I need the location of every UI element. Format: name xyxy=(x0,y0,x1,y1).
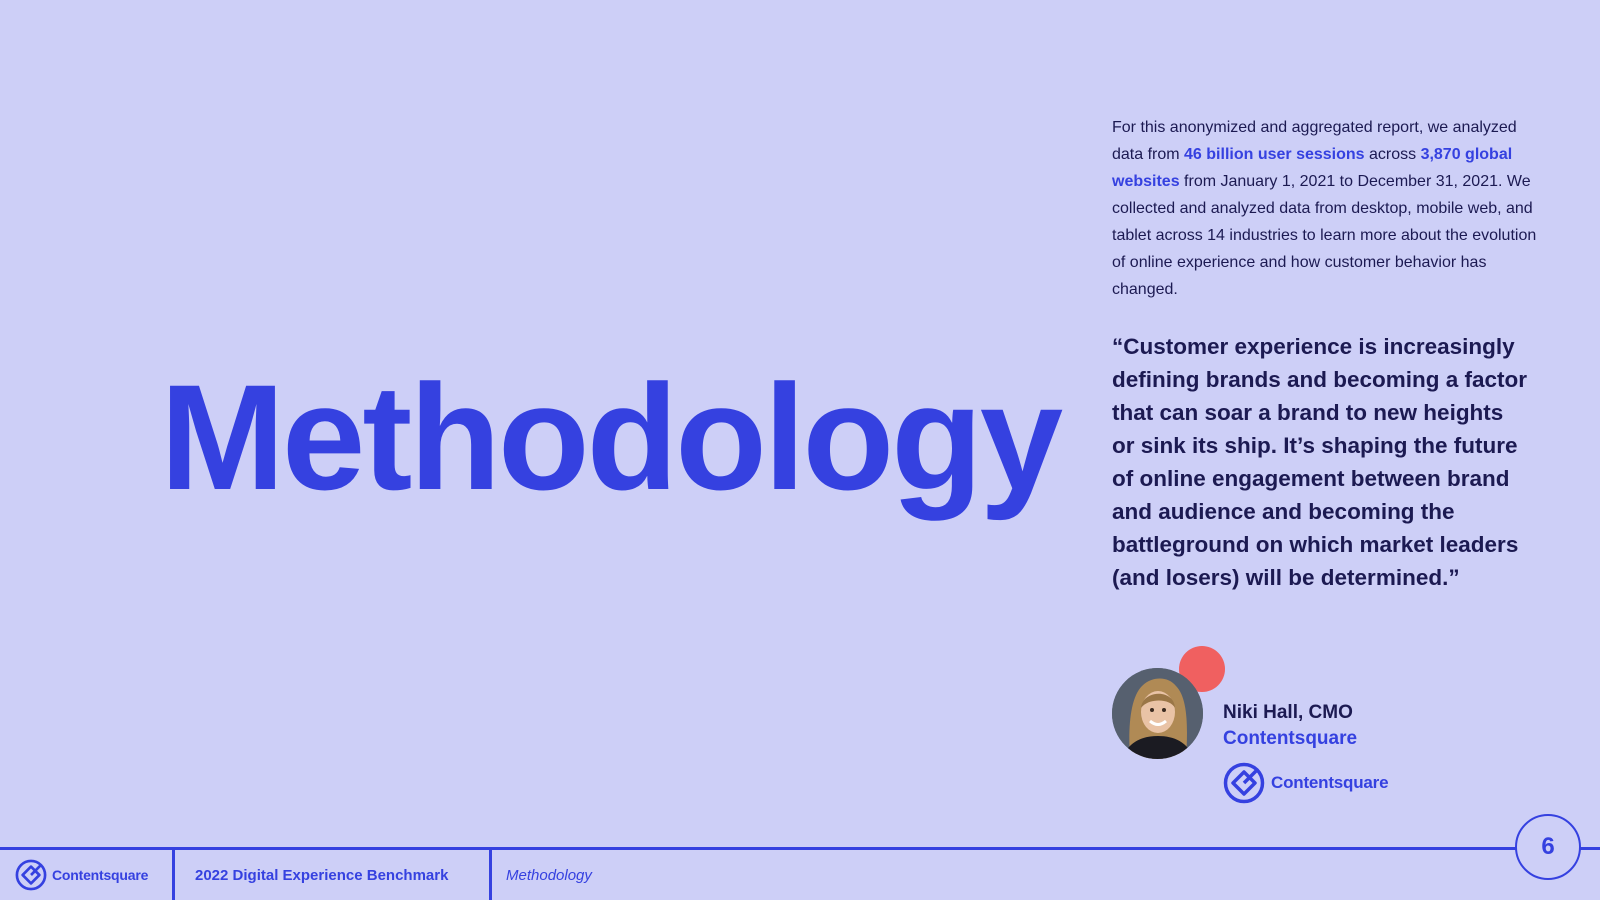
testimonial-quote: “Customer experience is increasingly defining brands and becoming a factor that can soar a brand to new heights or sink its ship. It’s shaping the future of online engagement between brand and audience and becoming the battleground on which market leaders (and losers) will be determined.” xyxy=(1112,334,1528,590)
person-company: Contentsquare xyxy=(1223,728,1358,749)
footer-section-name: Methodology xyxy=(506,866,592,884)
intro-highlight-sessions: 46 billion user sessions xyxy=(1184,146,1365,163)
contentsquare-logo-icon xyxy=(1223,762,1265,804)
footer-logo-wordmark: Contentsquare xyxy=(52,867,149,883)
intro-text-1: For this anonymized and aggregated report, we analyzed data from xyxy=(1112,119,1517,163)
logo-wordmark: Contentsquare xyxy=(1271,773,1389,792)
footer-divider xyxy=(172,850,175,900)
page-title: Methodology xyxy=(160,353,1061,521)
contentsquare-logo-icon xyxy=(15,859,47,891)
avatar xyxy=(1112,668,1203,759)
company-logo xyxy=(1223,762,1388,804)
intro-highlight-websites: 3,870 global websites xyxy=(1112,146,1513,190)
footer-report-title: 2022 Digital Experience Benchmark xyxy=(195,866,449,884)
portrait-photo xyxy=(1112,668,1203,759)
avatar-group xyxy=(1112,646,1228,762)
footer-bar xyxy=(0,847,1600,900)
footer-divider xyxy=(489,850,492,900)
intro-text-3: from January 1, 2021 to December 31, 2021. We collected and analyzed data from desktop, mobile web, and tablet across 14 industries to learn more about the evolution of online experience and how customer behavior has changed. xyxy=(1112,173,1537,298)
intro-text-2: across xyxy=(1364,146,1421,163)
person-name: Niki Hall, CMO xyxy=(1223,702,1353,723)
footer-logo xyxy=(15,850,148,900)
page-number: 6 xyxy=(1515,814,1581,880)
intro-paragraph xyxy=(1112,114,1542,303)
